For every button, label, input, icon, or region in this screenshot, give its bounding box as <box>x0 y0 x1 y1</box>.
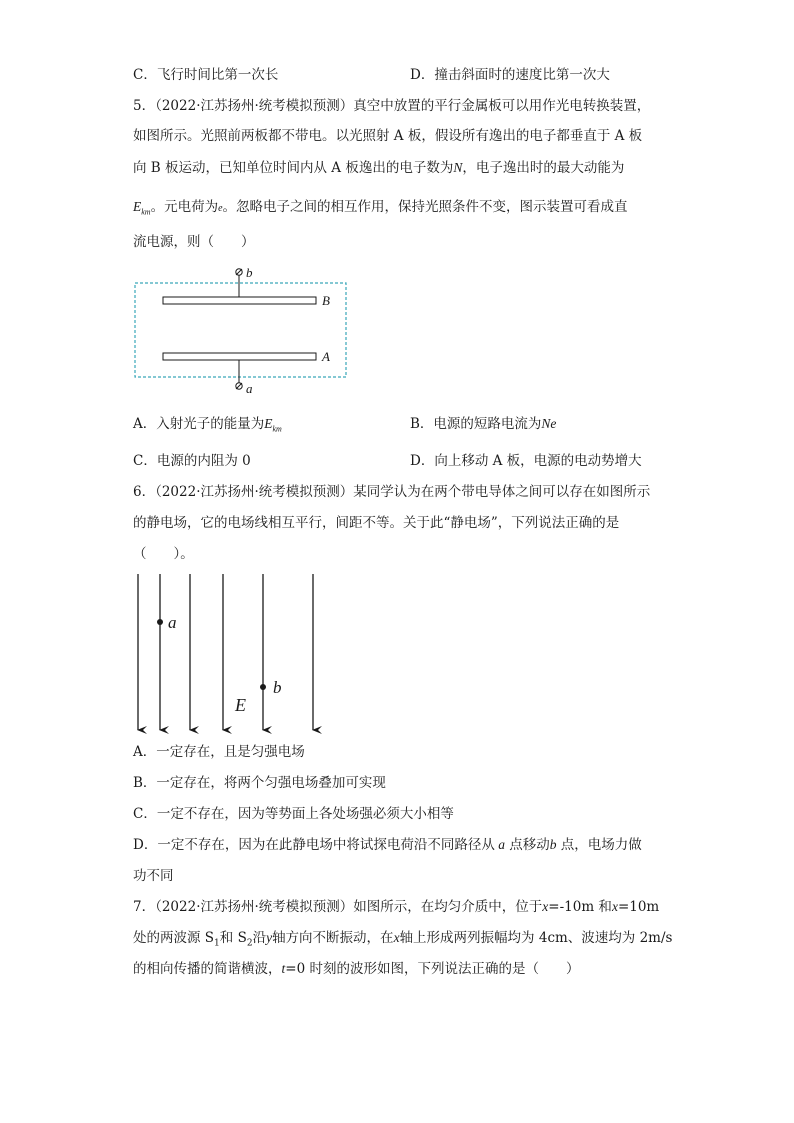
q5-option-c: C．电源的内阻为 0 <box>133 453 251 469</box>
q7-stem-line3: 的相向传播的简谐横波，t=0 时刻的波形如图，下列说法正确的是（ ） <box>133 961 580 977</box>
label-B: B <box>322 293 330 308</box>
q5-option-b: B．电源的短路电流为Ne <box>410 416 557 432</box>
q6-option-d-line1: D．一定不存在，因为在此静电场中将试探电荷沿不同路径从 a 点移动b 点，电场力做 <box>133 837 642 853</box>
q6-stem-line3: （ ）。 <box>133 546 194 562</box>
q6-stem-line2: 的静电场，它的电场线相互平行，间距不等。关于此“静电场”，下列说法正确的是 <box>133 515 620 531</box>
label-E: E <box>235 695 246 715</box>
point-b <box>260 684 266 690</box>
label-A: A <box>322 349 330 364</box>
q6-stem-line1: 6．（2022·江苏扬州·统考模拟预测）某同学认为在两个带电导体之间可以存在如图所示 <box>133 484 651 500</box>
q4-option-c: C．飞行时间比第一次长 <box>133 67 279 83</box>
q5-stem-line2: 如图所示。光照前两板都不带电。以光照射 A 板，假设所有逸出的电子都垂直于 A 板 <box>133 128 643 144</box>
label-a: a <box>246 381 253 396</box>
q7-stem-line1: 7．（2022·江苏扬州·统考模拟预测）如图所示，在均匀介质中，位于x=-10m 和x=10m <box>133 899 660 915</box>
q5-option-d: D．向上移动 A 板，电源的电动势增大 <box>410 453 642 469</box>
q6-option-b: B．一定存在，将两个匀强电场叠加可实现 <box>133 775 386 791</box>
label-b: b <box>246 265 253 280</box>
q4-option-d: D．撞击斜面时的速度比第一次大 <box>410 67 610 83</box>
q7-stem-line2: 处的两波源 $S_1$和 $S_2$沿y轴方向不断振动，在x轴上形成两列振幅均为 4cm、波速均为 2m/s <box>133 930 673 949</box>
q6-option-c: C．一定不存在，因为等势面上各处场强必须大小相等 <box>133 806 454 822</box>
q6-field-lines-figure <box>128 570 328 735</box>
q5-option-a: A．入射光子的能量为$E_{km}$ <box>133 416 282 434</box>
plate-A <box>163 353 316 360</box>
q6-option-a: A．一定存在，且是匀强电场 <box>133 744 305 760</box>
point-a <box>157 619 163 625</box>
q5-stem-line5: 流电源，则（ ） <box>133 234 255 250</box>
ek-symbol-opt-a: $E_{km}$ <box>264 416 282 434</box>
ek-symbol: $E_{km}$ <box>133 199 151 217</box>
label-point-a: a <box>168 613 177 632</box>
q6-option-d-line2: 功不同 <box>133 868 174 884</box>
q5-stem-line3: 向 B 板运动，已知单位时间内从 A 板逸出的电子数为N，电子逸出时的最大动能为 <box>133 160 625 176</box>
label-point-b: b <box>273 678 282 697</box>
q5-stem-line1: 5．（2022·江苏扬州·统考模拟预测）真空中放置的平行金属板可以用作光电转换装置， <box>133 98 651 114</box>
plate-B <box>163 297 316 304</box>
q5-stem-line4: $E_{km}$。元电荷为e。忽略电子之间的相互作用，保持光照条件不变，图示装置可看成直 <box>133 199 628 217</box>
q5-plates-figure <box>130 260 355 400</box>
